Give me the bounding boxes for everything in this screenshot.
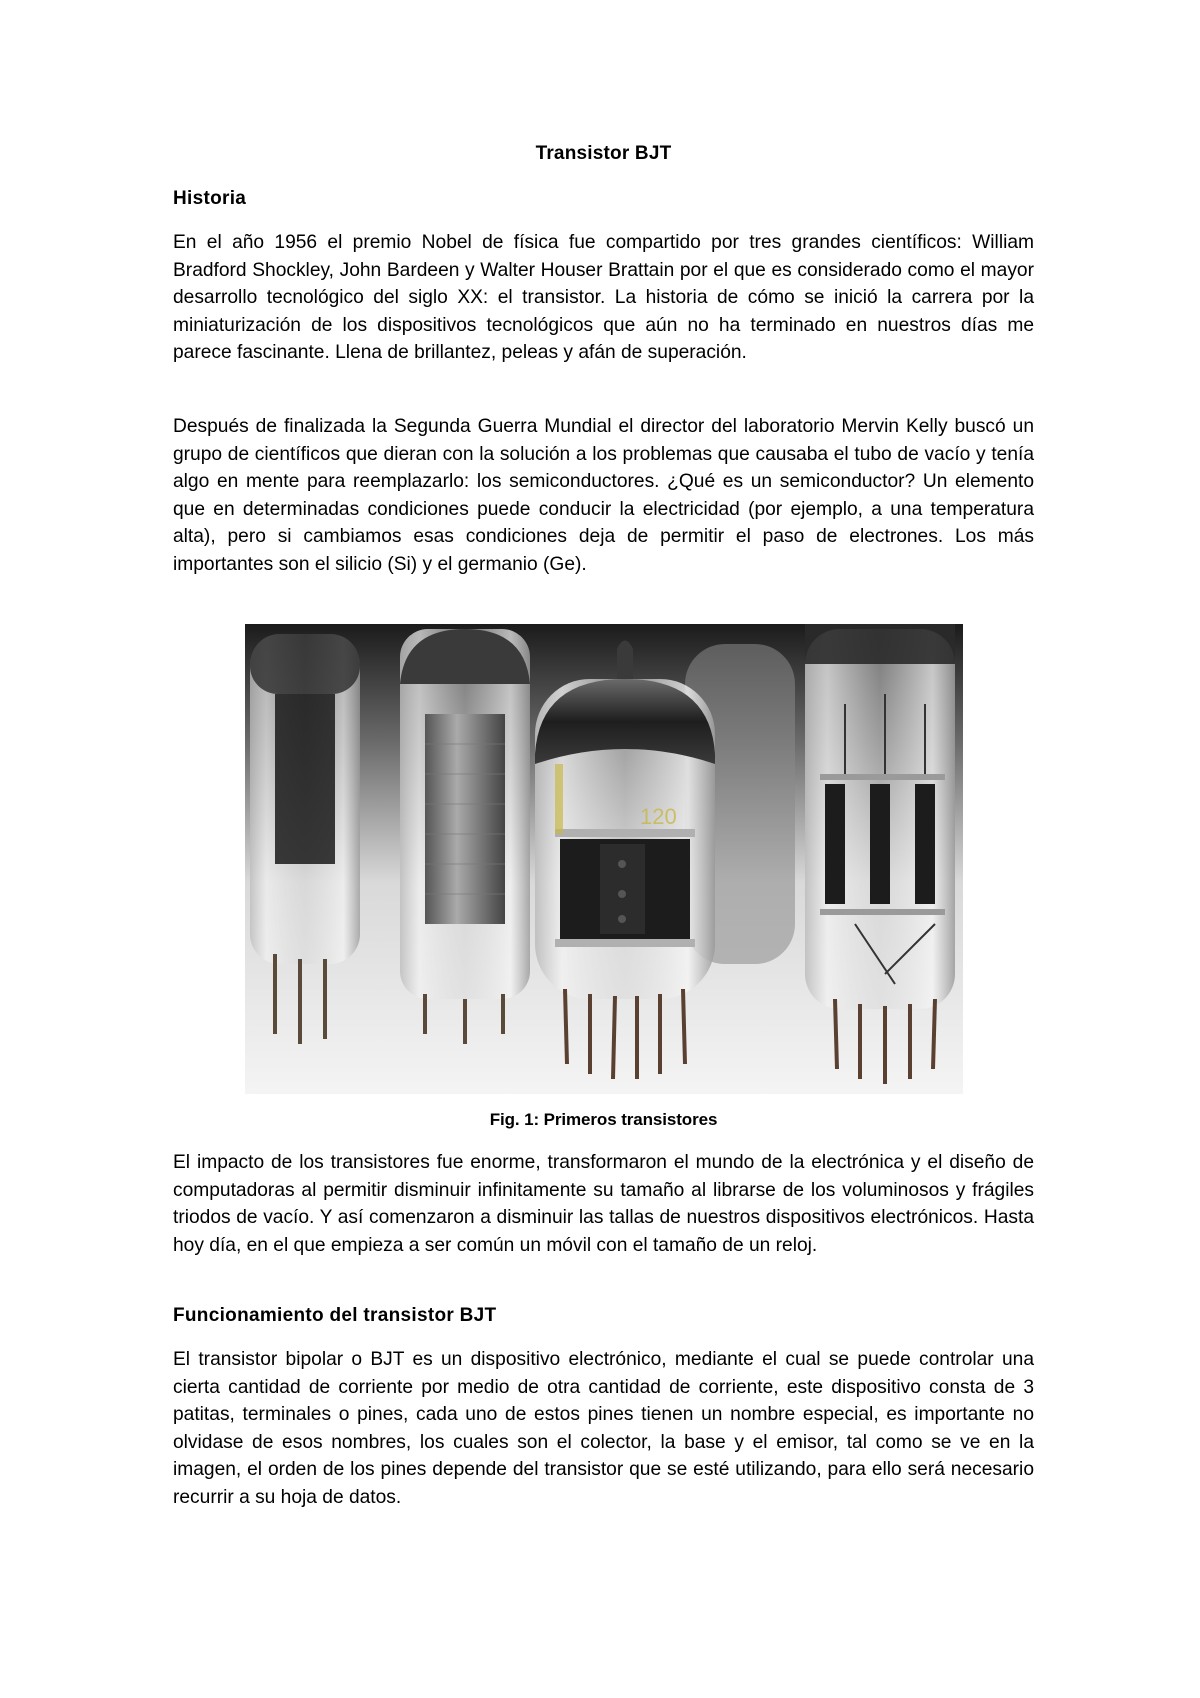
section-heading-historia: Historia [173, 188, 247, 209]
paragraph-2: Después de finalizada la Segunda Guerra Mundial el director del laboratorio Mervin Kelly buscó un grupo de científicos que dieran con la solución a los problemas que causaba el tubo de vacío y tenía algo en mente para reemplazarlo: los semiconductores. ¿Qué es un semiconductor? Un elemento que en determinadas condiciones puede conducir la electricidad (por ejemplo, a una temperatura alta), pero si cambiamos esas condiciones deja de permitir el paso de electrones. Los más importantes son el silicio (Si) y el germanio (Ge). [173, 416, 1034, 575]
paragraph-4: El transistor bipolar o BJT es un dispositivo electrónico, mediante el cual se puede controlar una cierta cantidad de corriente por medio de otra cantidad de corriente, este dispositivo consta de 3 patitas, terminales o pines, cada uno de estos pines tienen un nombre especial, es importante no olvidase de esos nombres, los cuales son el colector, la base y el emisor, tal como se ve en la imagen, el orden de los pines depende del transistor que se esté utilizando, para ello será necesario recurrir a su hoja de datos. [173, 1349, 1034, 1508]
section-heading-funcionamiento: Funcionamiento del transistor BJT [173, 1305, 497, 1326]
svg-text:120: 120 [640, 804, 677, 829]
vacuum-tubes-photo [245, 624, 963, 1094]
paragraph-3: El impacto de los transistores fue enorme, transformaron el mundo de la electrónica y el diseño de computadoras al permitir disminuir infinitamente su tamaño al librarse de los voluminosos y frágiles triodos de vacío. Y así comenzaron a disminuir las tallas de nuestros dispositivos electrónicos. Hasta hoy día, en el que empieza a ser común un móvil con el tamaño de un reloj. [173, 1152, 1034, 1256]
figure-caption: Fig. 1: Primeros transistores [489, 1110, 718, 1129]
paragraph-1: En el año 1956 el premio Nobel de física fue compartido por tres grandes científicos: William Bradford Shockley, John Bardeen y Walter Houser Brattain por el que es considerado como el mayor desarrollo tecnológico del siglo XX: el transistor. La historia de cómo se inició la carrera por la miniaturización de los dispositivos tecnológicos que aún no ha terminado en nuestros días me parece fascinante. Llena de brillantez, peleas y afán de superación. [173, 232, 1034, 364]
document-title: Transistor BJT [535, 143, 672, 164]
